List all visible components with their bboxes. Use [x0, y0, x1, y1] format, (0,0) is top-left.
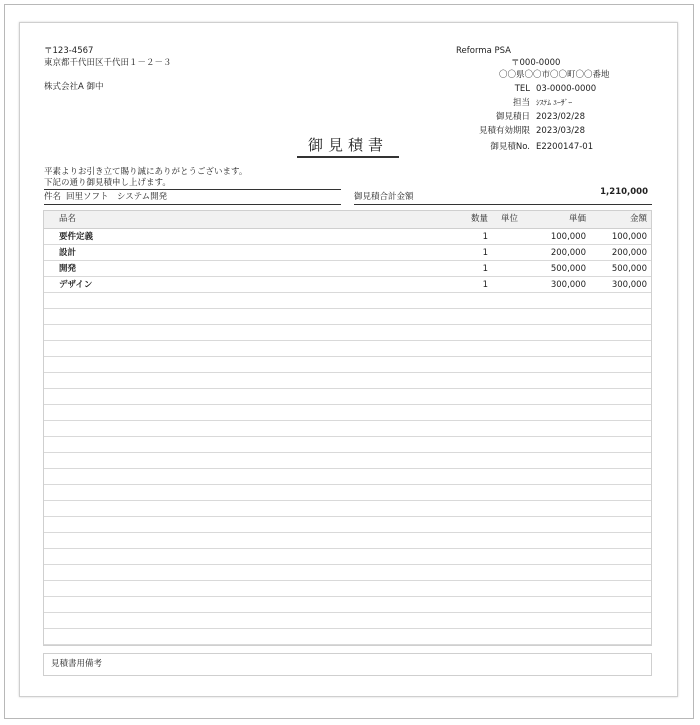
item-name: 設計 [59, 248, 77, 258]
items-table [43, 210, 652, 646]
quote-no-label: 御見積No. [490, 142, 530, 152]
item-amount: 100,000 [611, 232, 647, 242]
document-title: 御見積書 [297, 134, 399, 158]
header-qty: 数量 [470, 214, 488, 224]
item-name: 開発 [59, 264, 77, 274]
item-price: 300,000 [550, 280, 586, 290]
subject-value: 回里ソフト システム開発 [66, 192, 168, 202]
table-row [44, 229, 651, 245]
greeting-line-1: 平素よりお引き立て賜り誠にありがとうございます。 [44, 167, 248, 177]
item-qty: 1 [482, 264, 488, 274]
recipient-postal: 〒123-4567 [44, 46, 94, 56]
header-name: 品名 [59, 214, 77, 224]
issuer-contact-label: 担当 [512, 98, 530, 108]
issuer-company: Reforma PSA [456, 46, 511, 56]
subject-label: 件名 [44, 192, 62, 202]
issue-date-label: 御見積日 [495, 112, 530, 122]
item-qty: 1 [482, 232, 488, 242]
remarks-label: 見積書用備考 [51, 659, 103, 669]
subject-bottom-rule [44, 204, 341, 205]
header-unit: 単位 [500, 214, 518, 224]
issuer-postal: 〒000-0000 [511, 58, 561, 68]
valid-until-label: 見積有効期限 [478, 126, 530, 136]
issuer-address: 〇〇県〇〇市〇〇町〇〇番地 [499, 70, 610, 80]
item-amount: 500,000 [611, 264, 647, 274]
issuer-tel: 03-0000-0000 [536, 84, 597, 94]
greeting-line-2: 下記の通り御見積申し上げます。 [44, 178, 171, 188]
header-price: 単価 [568, 214, 586, 224]
item-price: 500,000 [550, 264, 586, 274]
item-name: 要件定義 [59, 232, 94, 242]
item-amount: 200,000 [611, 248, 647, 258]
recipient-address: 東京都千代田区千代田１－２－３ [44, 58, 172, 68]
recipient-name: 株式会社A 御中 [44, 82, 104, 92]
remarks-box [43, 653, 652, 676]
issue-date: 2023/02/28 [536, 112, 585, 122]
header-amount: 金額 [629, 214, 647, 224]
table-row [44, 245, 651, 261]
table-header [44, 211, 651, 229]
table-row [44, 261, 651, 277]
item-price: 100,000 [550, 232, 586, 242]
quote-no: E2200147-01 [536, 142, 594, 152]
table-row [44, 277, 651, 293]
total-amount: 1,210,000 [600, 187, 648, 197]
total-underline [354, 204, 652, 205]
item-amount: 300,000 [611, 280, 647, 290]
item-name: デザイン [59, 280, 93, 290]
item-price: 200,000 [550, 248, 586, 258]
item-qty: 1 [482, 280, 488, 290]
total-label: 御見積合計金額 [354, 192, 414, 202]
issuer-tel-label: TEL [514, 84, 530, 94]
subject-top-rule [44, 189, 341, 190]
issuer-contact: ｼｽﾃﾑ ﾕｰｻﾞｰ [536, 98, 573, 107]
item-qty: 1 [482, 248, 488, 258]
valid-until: 2023/03/28 [536, 126, 585, 136]
